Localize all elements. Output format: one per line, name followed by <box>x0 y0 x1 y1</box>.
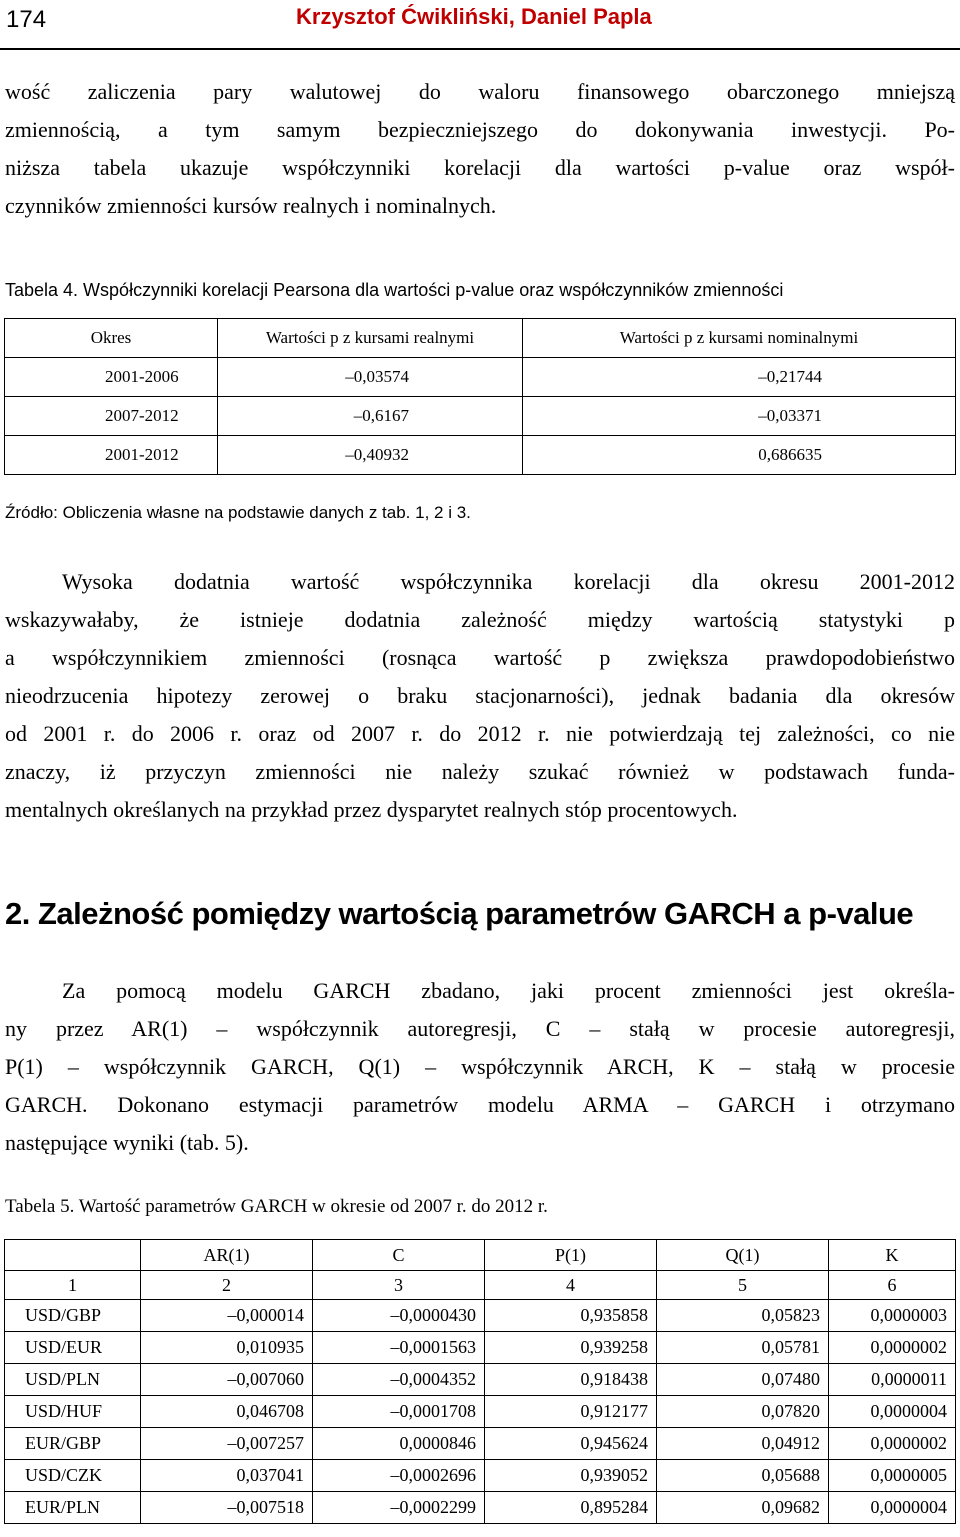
text-line: ny przez AR(1) – współczynnik autoregresji, C – stałą w procesie autoregresji, <box>5 1016 955 1041</box>
discussion-paragraph <box>5 563 955 829</box>
table-cell: 0,05688 <box>657 1460 829 1492</box>
text-line: Wysoka dodatnia wartość współczynnika korelacji dla okresu 2001-2012 <box>62 569 955 594</box>
column-number: 1 <box>5 1271 141 1300</box>
text-line: od 2001 r. do 2006 r. oraz od 2007 r. do 2012 r. nie potwierdzają tej zależności, co nie <box>5 721 955 746</box>
table-row <box>5 358 956 397</box>
table-cell: –0,21744 <box>523 358 956 397</box>
table-header-row <box>5 1240 956 1271</box>
table-cell: –0,40932 <box>218 436 523 475</box>
text-line: niższa tabela ukazuje współczynniki korelacji dla wartości p-value oraz współ- <box>5 155 955 180</box>
table-cell: 2001-2012 <box>5 436 218 475</box>
table-cell: 0,09682 <box>657 1492 829 1524</box>
text-line: znaczy, iż przyczyn zmienności nie należy szukać również w podstawach funda- <box>5 759 955 784</box>
column-number: 5 <box>657 1271 829 1300</box>
column-number: 2 <box>141 1271 313 1300</box>
text-line: wskazywałaby, że istnieje dodatnia zależność między wartością statystyki p <box>5 607 955 632</box>
column-header: K <box>829 1240 956 1271</box>
table-cell: USD/EUR <box>5 1332 141 1364</box>
table-cell: 0,046708 <box>141 1396 313 1428</box>
table-cell: 0,05823 <box>657 1300 829 1332</box>
table-cell: EUR/GBP <box>5 1428 141 1460</box>
table-cell: 0,0000002 <box>829 1428 956 1460</box>
running-header <box>0 0 960 50</box>
table-cell: 0,07820 <box>657 1396 829 1428</box>
table-cell: –0,0004352 <box>313 1364 485 1396</box>
table4-caption: Tabela 4. Współczynniki korelacji Pearsona dla wartości p-value oraz współczynników zmienności <box>5 280 784 300</box>
text-line: GARCH. Dokonano estymacji parametrów modelu ARMA – GARCH i otrzymano <box>5 1092 955 1117</box>
table-cell: 0,935858 <box>485 1300 657 1332</box>
column-header: Okres <box>5 319 218 358</box>
text-line: nieodrzucenia hipotezy zerowej o braku stacjonarności), jednak badania dla okresów <box>5 683 955 708</box>
text-line: a współczynnikiem zmienności (rosnąca wartość p zwiększa prawdopodobieństwo <box>5 645 955 670</box>
column-header: C <box>313 1240 485 1271</box>
table5-caption: Tabela 5. Wartość parametrów GARCH w okresie od 2007 r. do 2012 r. <box>5 1196 548 1217</box>
table-row <box>5 1364 956 1396</box>
intro-paragraph <box>5 73 955 225</box>
column-number-row <box>5 1271 956 1300</box>
table-cell: 0,0000846 <box>313 1428 485 1460</box>
table-cell: 0,0000004 <box>829 1492 956 1524</box>
table-row <box>5 436 956 475</box>
table-cell: 0,0000003 <box>829 1300 956 1332</box>
table-cell: 0,037041 <box>141 1460 313 1492</box>
table-cell: –0,03371 <box>523 397 956 436</box>
table-row <box>5 397 956 436</box>
table-cell: 0,0000004 <box>829 1396 956 1428</box>
table-cell: 0,945624 <box>485 1428 657 1460</box>
text-line: P(1) – współczynnik GARCH, Q(1) – współczynnik ARCH, K – stałą w procesie <box>5 1054 955 1079</box>
section2-paragraph <box>5 972 955 1162</box>
text-line: Za pomocą modelu GARCH zbadano, jaki procent zmienności jest określa- <box>62 978 955 1003</box>
column-header <box>5 1240 141 1271</box>
section-heading: 2. Zależność pomiędzy wartością parametrów GARCH a p-value <box>5 896 914 931</box>
column-header: P(1) <box>485 1240 657 1271</box>
table-cell: –0,007060 <box>141 1364 313 1396</box>
table-row <box>5 1300 956 1332</box>
column-header: Q(1) <box>657 1240 829 1271</box>
table-cell: USD/GBP <box>5 1300 141 1332</box>
table-4 <box>4 318 956 475</box>
table-row <box>5 1332 956 1364</box>
table-cell: –0,0002299 <box>313 1492 485 1524</box>
column-number: 6 <box>829 1271 956 1300</box>
table-5 <box>4 1239 956 1524</box>
table-cell: 0,0000011 <box>829 1364 956 1396</box>
table-cell: USD/PLN <box>5 1364 141 1396</box>
table-cell: 0,04912 <box>657 1428 829 1460</box>
table-row <box>5 1396 956 1428</box>
table-row <box>5 1428 956 1460</box>
table-cell: 0,0000002 <box>829 1332 956 1364</box>
column-header: Wartości p z kursami realnymi <box>218 319 523 358</box>
table-cell: 2007-2012 <box>5 397 218 436</box>
table-cell: –0,0001708 <box>313 1396 485 1428</box>
table-cell: –0,0001563 <box>313 1332 485 1364</box>
table-cell: –0,007518 <box>141 1492 313 1524</box>
table-cell: USD/HUF <box>5 1396 141 1428</box>
table-row <box>5 1492 956 1524</box>
table-cell: –0,0002696 <box>313 1460 485 1492</box>
page-number: 174 <box>6 6 47 33</box>
table4-source: Źródło: Obliczenia własne na podstawie danych z tab. 1, 2 i 3. <box>5 503 471 522</box>
table-cell: –0,0000430 <box>313 1300 485 1332</box>
table-cell: 0,939052 <box>485 1460 657 1492</box>
table-cell: 2001-2006 <box>5 358 218 397</box>
table-cell: 0,895284 <box>485 1492 657 1524</box>
table-row <box>5 1460 956 1492</box>
table-header-row <box>5 319 956 358</box>
table-cell: 0,010935 <box>141 1332 313 1364</box>
table-cell: 0,686635 <box>523 436 956 475</box>
column-number: 4 <box>485 1271 657 1300</box>
column-header: AR(1) <box>141 1240 313 1271</box>
table-cell: –0,007257 <box>141 1428 313 1460</box>
table-cell: USD/CZK <box>5 1460 141 1492</box>
table-cell: 0,912177 <box>485 1396 657 1428</box>
column-number: 3 <box>313 1271 485 1300</box>
text-line: mentalnych określanych na przykład przez dysparytet realnych stóp procentowych. <box>5 797 738 822</box>
column-header: Wartości p z kursami nominalnymi <box>523 319 956 358</box>
table-cell: 0,07480 <box>657 1364 829 1396</box>
table-cell: –0,03574 <box>218 358 523 397</box>
running-title: Krzysztof Ćwikliński, Daniel Papla <box>296 4 652 29</box>
table-cell: 0,0000005 <box>829 1460 956 1492</box>
table-cell: 0,939258 <box>485 1332 657 1364</box>
table-cell: –0,000014 <box>141 1300 313 1332</box>
text-line: następujące wyniki (tab. 5). <box>5 1130 249 1155</box>
text-line: wość zaliczenia pary walutowej do waloru finansowego obarczonego mniejszą <box>5 79 955 104</box>
text-line: czynników zmienności kursów realnych i nominalnych. <box>5 193 497 218</box>
text-line: zmiennością, a tym samym bezpieczniejszego do dokonywania inwestycji. Po- <box>5 117 955 142</box>
table-cell: EUR/PLN <box>5 1492 141 1524</box>
table-cell: 0,05781 <box>657 1332 829 1364</box>
table-cell: 0,918438 <box>485 1364 657 1396</box>
table-cell: –0,6167 <box>218 397 523 436</box>
